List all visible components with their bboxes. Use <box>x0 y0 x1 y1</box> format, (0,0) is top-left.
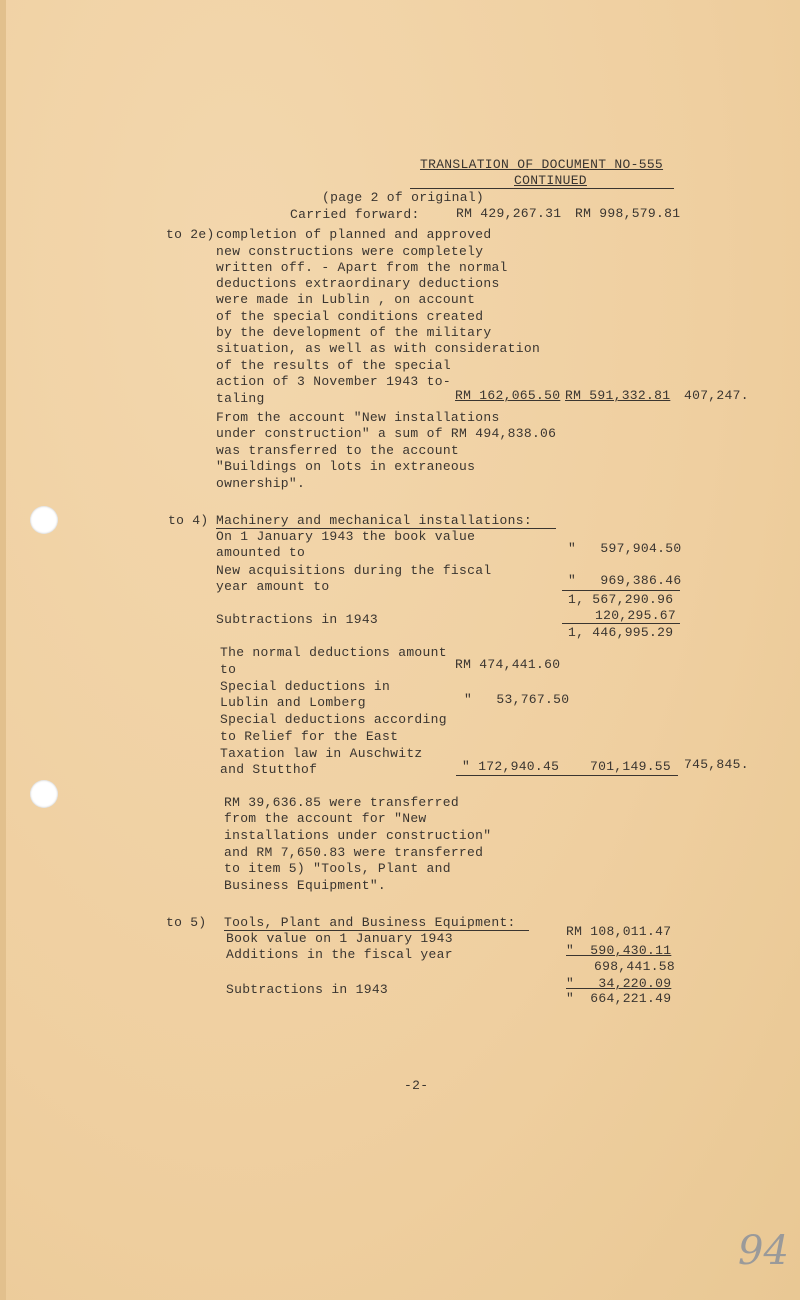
punch-hole <box>30 780 58 808</box>
section-4-row-amount: " 969,386.46 <box>568 573 682 588</box>
document-title: TRANSLATION OF DOCUMENT NO-555 <box>420 157 664 172</box>
section-4-row-line: amounted to <box>216 545 306 560</box>
section-2e-amount-1: RM 162,065.50 <box>455 388 561 403</box>
section-4-subtraction-label: Subtractions in 1943 <box>216 612 379 627</box>
section-2e-transfer-line: From the account "New installations <box>216 410 500 425</box>
section-2e-transfer-line: under construction" a sum of RM 494,838.06 <box>216 426 557 441</box>
section-4-row-line: New acquisitions during the fiscal <box>216 563 492 578</box>
section-4-subtraction-amount: 120,295.67 <box>595 608 677 623</box>
section-2e-transfer-line: was transferred to the account <box>216 443 460 458</box>
section-4-heading: Machinery and mechanical installations: <box>216 513 532 528</box>
carried-forward-label: Carried forward: <box>290 207 420 222</box>
section-5-subtraction-label: Subtractions in 1943 <box>226 982 389 997</box>
section-4-transfer-line: Business Equipment". <box>224 878 387 893</box>
section-2e-line: of the results of the special <box>216 358 451 373</box>
section-5-heading: Tools, Plant and Business Equipment: <box>224 915 516 930</box>
carried-forward-amount-2: RM 998,579.81 <box>575 206 681 221</box>
header-rule <box>410 188 674 189</box>
deduction-amount: RM 474,441.60 <box>455 657 561 672</box>
section-5-row-label: Book value on 1 January 1943 <box>226 931 453 946</box>
section-2e-line: action of 3 November 1943 to- <box>216 374 451 389</box>
page-number: -2- <box>404 1078 429 1093</box>
section-4-row-amount: " 597,904.50 <box>568 541 682 556</box>
section-5-row-amount: RM 108,011.47 <box>566 924 672 939</box>
section-4-transfer-line: to item 5) "Tools, Plant and <box>224 861 451 876</box>
section-4-transfer-line: RM 39,636.85 were transferred <box>224 795 459 810</box>
section-2e-line: by the development of the military <box>216 325 492 340</box>
deduction-line: Lublin and Lomberg <box>220 695 366 710</box>
carried-forward-amount-1: RM 429,267.31 <box>456 206 562 221</box>
deduction-amount: " 172,940.45 <box>462 759 560 774</box>
section-2e-line: were made in Lublin , on account <box>216 292 476 307</box>
subtotal-rule <box>562 590 680 591</box>
section-2e-transfer-line: "Buildings on lots in extraneous <box>216 459 476 474</box>
continued-label: CONTINUED <box>514 173 587 188</box>
deduction-line: and Stutthof <box>220 762 318 777</box>
section-4-total-a: 701,149.55 <box>590 759 672 774</box>
section-2e-line: situation, as well as with consideration <box>216 341 541 356</box>
section-5-marker: to 5) <box>166 915 207 930</box>
section-5-row-amount: " 590,430.11 <box>566 943 672 958</box>
deduction-line: Special deductions in <box>220 679 391 694</box>
deduction-line: to Relief for the East <box>220 729 399 744</box>
section-2e-line: written off. - Apart from the normal <box>216 260 508 275</box>
section-2e-line: of the special conditions created <box>216 309 484 324</box>
section-4-transfer-line: from the account for "New <box>224 811 427 826</box>
paper-edge <box>0 0 6 1300</box>
section-2e-amount-2: RM 591,332.81 <box>565 388 671 403</box>
section-5-subtraction-amount: " 34,220.09 <box>566 976 672 991</box>
deduction-line: Special deductions according <box>220 712 447 727</box>
section-2e-line: deductions extraordinary deductions <box>216 276 500 291</box>
section-5-subtotal: 698,441.58 <box>594 959 676 974</box>
handwritten-number: 94 <box>738 1228 789 1274</box>
section-2e-amount-3: 407,247. <box>684 388 749 403</box>
section-2e-marker: to 2e) <box>166 227 215 242</box>
section-2e-line: new constructions were completely <box>216 244 484 259</box>
section-4-total-b: 745,845. <box>684 757 749 772</box>
section-2e-line: completion of planned and approved <box>216 227 492 242</box>
deduction-line: to <box>220 662 237 677</box>
deduction-line: The normal deductions amount <box>220 645 447 660</box>
section-4-subtotal-1: 1, 567,290.96 <box>568 592 674 607</box>
section-4-transfer-line: and RM 7,650.83 were transferred <box>224 845 484 860</box>
page-reference: (page 2 of original) <box>322 190 485 205</box>
section-4-transfer-line: installations under construction" <box>224 828 492 843</box>
section-4-marker: to 4) <box>168 513 209 528</box>
punch-hole <box>30 506 58 534</box>
subtotal-rule <box>562 623 680 624</box>
section-4-row-line: year amount to <box>216 579 330 594</box>
deduction-line: Taxation law in Auschwitz <box>220 746 423 761</box>
total-rule <box>456 775 678 776</box>
section-4-subtotal-2: 1, 446,995.29 <box>568 625 674 640</box>
section-4-row-line: On 1 January 1943 the book value <box>216 529 476 544</box>
section-2e-transfer-line: ownership". <box>216 476 306 491</box>
section-5-total: " 664,221.49 <box>566 991 672 1006</box>
section-5-row-label: Additions in the fiscal year <box>226 947 453 962</box>
section-2e-line: taling <box>216 391 265 406</box>
deduction-amount: " 53,767.50 <box>464 692 570 707</box>
